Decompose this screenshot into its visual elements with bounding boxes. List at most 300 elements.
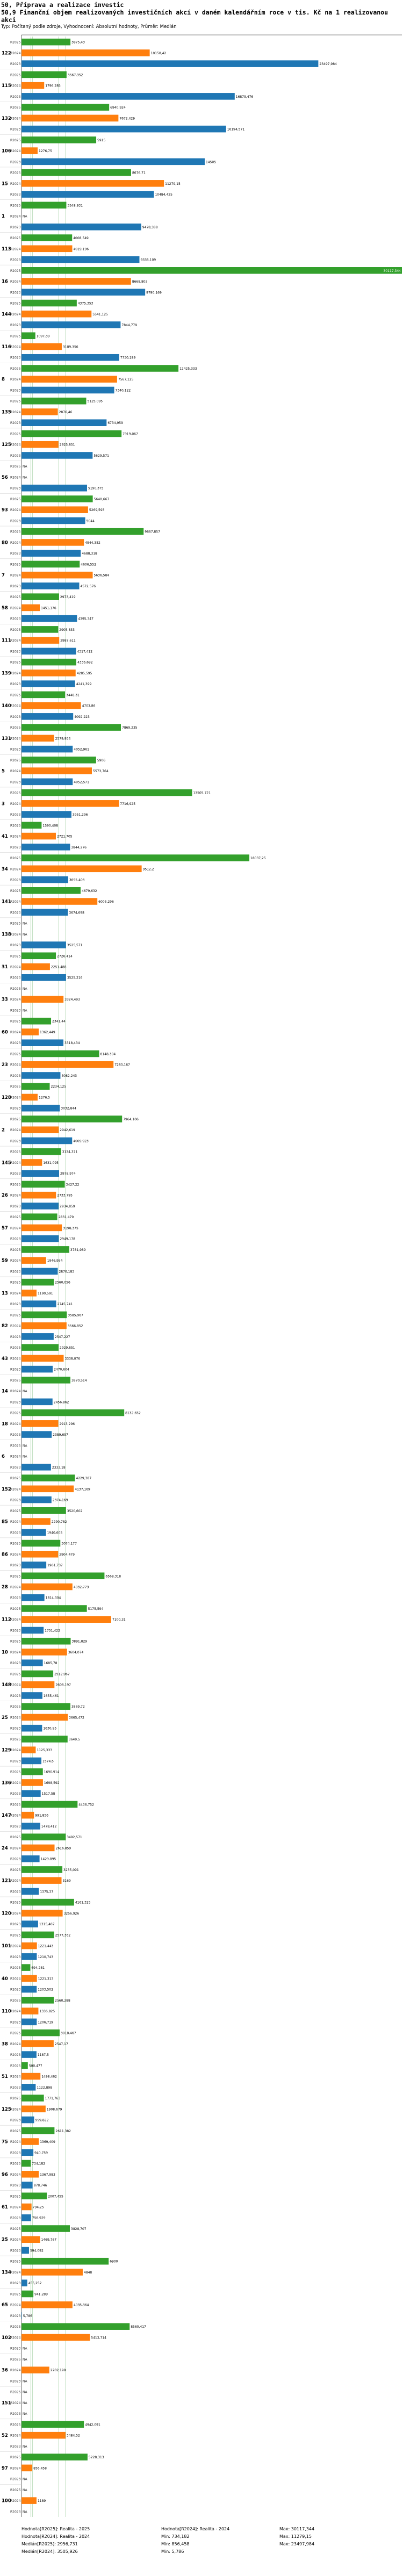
series-label: R2024 bbox=[10, 1977, 21, 1981]
bar-r2025 bbox=[21, 136, 96, 143]
chart-title-line-2: 50,9 Finanční objem realizovaných investičních akcí v daném kalendářním roce v tis. Kč na 1 realizovanou akci bbox=[1, 9, 392, 24]
bar-r2024 bbox=[21, 1355, 63, 1362]
series-label: R2025 bbox=[10, 1509, 21, 1513]
value-label: 6940,924 bbox=[110, 106, 126, 110]
bar-r2025 bbox=[21, 202, 66, 209]
series-label: R2024 bbox=[10, 2466, 21, 2471]
bar-r2023 bbox=[21, 550, 81, 557]
bar-r2025 bbox=[21, 1181, 65, 1188]
bar-r2023 bbox=[21, 1072, 60, 1079]
bar-r2024 bbox=[21, 1910, 63, 1917]
series-label: R2024 bbox=[10, 84, 21, 88]
legend-entry: Max: 23497,984 bbox=[279, 2542, 315, 2546]
group-label: 23 bbox=[2, 1062, 8, 1068]
bar-r2023 bbox=[21, 1692, 42, 1699]
bar-r2024 bbox=[21, 637, 59, 644]
bar-r2023 bbox=[21, 321, 120, 328]
value-label: 5915 bbox=[97, 138, 106, 142]
bar-r2024 bbox=[21, 2301, 73, 2308]
value-label: 4317,412 bbox=[77, 650, 93, 654]
bar-r2023 bbox=[21, 1855, 40, 1862]
value-label: 2234,125 bbox=[51, 1085, 67, 1089]
group-label: 101 bbox=[2, 1944, 11, 1949]
value-label: 4942,091 bbox=[85, 2423, 100, 2427]
value-label: 3198,375 bbox=[63, 1226, 78, 1231]
series-label: R2025 bbox=[10, 1444, 21, 1448]
bar-r2023 bbox=[21, 582, 79, 589]
series-label: R2024 bbox=[10, 2238, 21, 2242]
bar-r2025 bbox=[21, 887, 81, 894]
na-label: NA bbox=[23, 2510, 27, 2514]
value-label: 5190,375 bbox=[88, 486, 104, 491]
series-label: R2024 bbox=[10, 2499, 21, 2503]
bar-r2023 bbox=[21, 1431, 52, 1438]
series-label: R2024 bbox=[10, 2172, 21, 2177]
bar-r2024 bbox=[21, 2432, 66, 2439]
value-label: 2726,414 bbox=[57, 954, 73, 959]
value-label: 4375,353 bbox=[77, 301, 93, 306]
bar-r2025 bbox=[21, 1605, 87, 1612]
bar-r2025 bbox=[21, 561, 80, 568]
chart-title-line-1: 50, Příprava a realizace investic bbox=[1, 1, 124, 9]
series-label: R2024 bbox=[10, 378, 21, 382]
value-label: 3134,371 bbox=[62, 1150, 78, 1154]
value-label: 6900 bbox=[110, 2260, 118, 2264]
group-label: 141 bbox=[2, 899, 11, 905]
group-label: 75 bbox=[2, 2139, 8, 2145]
series-label: R2023 bbox=[10, 584, 21, 588]
group-label: 2 bbox=[2, 1127, 5, 1133]
value-label: 794,25 bbox=[32, 2205, 44, 2210]
value-label: 2608,197 bbox=[55, 1683, 71, 1687]
series-label: R2024 bbox=[10, 671, 21, 675]
value-label: 2456,862 bbox=[53, 1400, 69, 1405]
bar-r2025 bbox=[21, 1671, 53, 1678]
series-label: R2025 bbox=[10, 2031, 21, 2035]
value-label: 1336,825 bbox=[39, 2010, 55, 2014]
bar-r2023 bbox=[21, 191, 154, 198]
series-label: R2024 bbox=[10, 1520, 21, 1524]
series-label: R2023 bbox=[10, 2510, 21, 2514]
value-label: 3869,72 bbox=[71, 1705, 85, 1709]
series-label: R2025 bbox=[10, 138, 21, 142]
series-label: R2025 bbox=[10, 595, 21, 600]
series-label: R2023 bbox=[10, 813, 21, 817]
value-label: 3324,493 bbox=[64, 998, 80, 1002]
series-label: R2025 bbox=[10, 2064, 21, 2068]
series-label: R2025 bbox=[10, 1248, 21, 1252]
series-label: R2023 bbox=[10, 1857, 21, 1861]
na-label: NA bbox=[23, 2347, 27, 2351]
bar-r2023 bbox=[21, 1399, 53, 1406]
bar-r2025 bbox=[21, 1377, 70, 1384]
series-label: R2024 bbox=[10, 1030, 21, 1034]
value-label: 5228,313 bbox=[88, 2456, 104, 2460]
series-label: R2023 bbox=[10, 486, 21, 491]
bar-r2023 bbox=[21, 1823, 40, 1830]
bar-r2025 bbox=[21, 724, 121, 731]
group-label: 6 bbox=[2, 1454, 5, 1460]
value-label: 3665,472 bbox=[69, 1716, 84, 1720]
series-label: R2023 bbox=[10, 552, 21, 556]
value-label: 455,252 bbox=[28, 2282, 42, 2286]
bar-r2023 bbox=[21, 876, 68, 883]
series-label: R2024 bbox=[10, 1911, 21, 1916]
value-label: 1946,954 bbox=[47, 1259, 63, 1263]
bar-r2025 bbox=[21, 822, 41, 829]
value-label: 1187,5 bbox=[37, 2053, 49, 2057]
value-label: 4032,773 bbox=[73, 1585, 89, 1589]
value-label: 5906 bbox=[97, 758, 106, 762]
value-label: 9478,388 bbox=[142, 225, 158, 229]
legend-entry: Min: 856,458 bbox=[161, 2542, 190, 2546]
series-label: R2023 bbox=[10, 1106, 21, 1111]
series-label: R2024 bbox=[10, 2075, 21, 2079]
series-label: R2023 bbox=[10, 911, 21, 915]
series-label: R2023 bbox=[10, 1596, 21, 1600]
value-label: 2611,382 bbox=[55, 2129, 71, 2133]
na-label: NA bbox=[23, 214, 27, 219]
series-label: R2024 bbox=[10, 2010, 21, 2014]
value-label: 2579,934 bbox=[55, 737, 71, 741]
value-label: 2341,44 bbox=[52, 1019, 66, 1024]
bar-r2023 bbox=[21, 1920, 38, 1927]
series-label: R2025 bbox=[10, 366, 21, 371]
legend-entry: Min: 734,182 bbox=[161, 2534, 190, 2539]
bar-r2025 bbox=[21, 2258, 109, 2265]
value-label: 7100,31 bbox=[112, 1618, 126, 1622]
bar-r2023 bbox=[21, 2279, 27, 2286]
bar-r2024 bbox=[21, 1322, 67, 1329]
series-label: R2023 bbox=[10, 2085, 21, 2090]
bar-r2023 bbox=[21, 289, 145, 296]
series-label: R2023 bbox=[10, 291, 21, 295]
value-label: 3169 bbox=[62, 1879, 71, 1883]
value-label: 3875,43 bbox=[71, 40, 85, 45]
bar-r2025 bbox=[21, 300, 77, 307]
value-label: 2745,741 bbox=[57, 1303, 73, 1307]
value-label: 1498,462 bbox=[41, 2075, 57, 2079]
series-label: R2023 bbox=[10, 617, 21, 621]
value-label: 4688,318 bbox=[82, 552, 97, 556]
bar-r2025 bbox=[21, 398, 86, 405]
value-label: 5573,764 bbox=[93, 769, 109, 774]
bar-r2023 bbox=[21, 1790, 41, 1797]
value-label: 2949,178 bbox=[60, 1237, 75, 1241]
value-label: 594,092 bbox=[30, 2249, 44, 2253]
value-label: 3525,216 bbox=[67, 976, 83, 980]
value-label: 2721,705 bbox=[56, 834, 73, 839]
series-label: R2024 bbox=[10, 312, 21, 316]
group-label: 147 bbox=[2, 1813, 11, 1819]
group-label: 3 bbox=[2, 801, 5, 807]
series-label: R2023 bbox=[10, 1564, 21, 1568]
group-label: 28 bbox=[2, 1585, 8, 1590]
value-label: 1375,37 bbox=[40, 1890, 54, 1894]
bar-r2024 bbox=[21, 539, 84, 546]
series-label: R2025 bbox=[10, 1607, 21, 1611]
bar-r2024 bbox=[21, 1975, 37, 1982]
series-label: R2024 bbox=[10, 149, 21, 154]
series-label: R2025 bbox=[10, 40, 21, 45]
bar-r2025 bbox=[21, 1703, 70, 1710]
series-label: R2025 bbox=[10, 2227, 21, 2231]
series-label: R2024 bbox=[10, 117, 21, 121]
series-label: R2023 bbox=[10, 1074, 21, 1078]
group-label: 100 bbox=[2, 2498, 11, 2504]
series-label: R2023 bbox=[10, 2151, 21, 2155]
series-label: R2025 bbox=[10, 399, 21, 404]
value-label: 5269,593 bbox=[89, 508, 105, 513]
group-label: 122 bbox=[2, 51, 11, 56]
bar-r2023 bbox=[21, 517, 85, 524]
value-label: 1276,75 bbox=[39, 149, 52, 154]
value-label: 13505,721 bbox=[193, 791, 211, 795]
series-label: R2024 bbox=[10, 410, 21, 414]
bar-r2025 bbox=[21, 1507, 66, 1514]
value-label: 6148,304 bbox=[100, 1052, 116, 1056]
legend-entry: Max: 30117,344 bbox=[279, 2527, 315, 2531]
series-label: R2025 bbox=[10, 726, 21, 730]
group-label: 38 bbox=[2, 2041, 8, 2047]
legend-entry: Hodnota[R2025]: Realita - 2025 bbox=[21, 2527, 90, 2531]
group-label: 85 bbox=[2, 1519, 8, 1525]
bar-r2024 bbox=[21, 572, 93, 579]
value-label: 3256,926 bbox=[63, 1911, 80, 1916]
value-label: 7340,122 bbox=[115, 388, 131, 393]
series-label: R2024 bbox=[10, 1324, 21, 1328]
series-label: R2023 bbox=[10, 1139, 21, 1143]
series-label: R2024 bbox=[10, 247, 21, 251]
value-label: 1315,407 bbox=[39, 1923, 55, 1927]
value-label: 3318,434 bbox=[64, 1041, 80, 1046]
bar-r2025 bbox=[21, 1018, 51, 1025]
bar-r2025 bbox=[21, 1899, 74, 1906]
group-label: 10 bbox=[2, 1650, 8, 1656]
value-label: 4848 bbox=[83, 2270, 92, 2275]
group-label: 116 bbox=[2, 344, 11, 350]
value-label: 1771,763 bbox=[45, 2097, 61, 2101]
series-label: R2023 bbox=[10, 258, 21, 262]
group-label: 18 bbox=[2, 1421, 8, 1427]
series-label: R2023 bbox=[10, 747, 21, 752]
value-label: 2876,46 bbox=[59, 410, 73, 414]
value-label: 1125,333 bbox=[37, 1748, 53, 1753]
value-label: 3525,571 bbox=[67, 944, 83, 948]
bar-r2024 bbox=[21, 1877, 61, 1884]
group-label: 60 bbox=[2, 1030, 8, 1035]
value-label: 2870,183 bbox=[59, 1270, 75, 1274]
group-label: 43 bbox=[2, 1356, 8, 1362]
value-label: 1631,095 bbox=[43, 1161, 59, 1165]
series-label: R2023 bbox=[10, 1204, 21, 1208]
value-label: 2547,227 bbox=[54, 1335, 70, 1339]
value-label: 2290,782 bbox=[51, 1520, 67, 1524]
bar-r2025 bbox=[21, 789, 192, 796]
value-label: 2925,851 bbox=[59, 443, 75, 447]
value-label: 3695,403 bbox=[69, 878, 85, 882]
bar-r2024 bbox=[21, 2040, 54, 2047]
series-label: R2024 bbox=[10, 573, 21, 578]
bar-r2025 bbox=[21, 2192, 47, 2199]
group-label: 152 bbox=[2, 1486, 11, 1492]
series-label: R2024 bbox=[10, 51, 21, 55]
series-label: R2025 bbox=[10, 1378, 21, 1383]
bar-r2024 bbox=[21, 115, 118, 122]
series-label: R2025 bbox=[10, 2162, 21, 2166]
bar-r2025 bbox=[21, 495, 93, 502]
series-label: R2023 bbox=[10, 1792, 21, 1796]
group-label: 151 bbox=[2, 2400, 11, 2406]
bar-r2023 bbox=[21, 1170, 59, 1177]
bar-r2025 bbox=[21, 1246, 69, 1253]
bar-r2023 bbox=[21, 615, 77, 622]
value-label: 1796,285 bbox=[45, 84, 61, 88]
bar-r2023 bbox=[21, 1464, 51, 1471]
value-label: 1814,304 bbox=[45, 1596, 61, 1600]
value-label: 3649,5 bbox=[68, 1737, 80, 1742]
bar-r2025 bbox=[21, 952, 56, 959]
series-label: R2023 bbox=[10, 225, 21, 229]
series-label: R2025 bbox=[10, 1836, 21, 1840]
value-label: 2202,199 bbox=[50, 2369, 66, 2373]
value-label: 4241,399 bbox=[76, 682, 92, 687]
group-label: 121 bbox=[2, 1878, 11, 1884]
series-label: R2025 bbox=[10, 1737, 21, 1742]
value-label: 10484,425 bbox=[155, 193, 172, 197]
bar-r2025 bbox=[21, 757, 96, 764]
value-label: 2577,362 bbox=[55, 1933, 71, 1938]
bar-r2025 bbox=[21, 1148, 61, 1155]
series-label: R2024 bbox=[10, 2434, 21, 2438]
group-label: 106 bbox=[2, 148, 11, 154]
value-label: 3018,467 bbox=[60, 2031, 76, 2035]
value-label: 1478,412 bbox=[41, 1824, 57, 1829]
value-label: 1369,409 bbox=[40, 2140, 55, 2145]
series-label: R2023 bbox=[10, 160, 21, 164]
series-label: R2024 bbox=[10, 2042, 21, 2046]
bar-r2023 bbox=[21, 1953, 37, 1960]
value-label: 2251,488 bbox=[51, 965, 67, 969]
series-label: R2024 bbox=[10, 998, 21, 1002]
bar-r2024 bbox=[21, 2366, 49, 2373]
value-label: 4944,352 bbox=[85, 541, 100, 545]
group-label: 125 bbox=[2, 2106, 11, 2112]
group-label: 1 bbox=[2, 214, 5, 220]
value-label: 2470,604 bbox=[54, 1368, 69, 1372]
bar-r2024 bbox=[21, 506, 88, 513]
series-label: R2025 bbox=[10, 889, 21, 893]
bar-r2024 bbox=[21, 1159, 42, 1166]
value-label: 4092,223 bbox=[74, 715, 90, 719]
series-label: R2023 bbox=[10, 1988, 21, 1992]
bar-r2023 bbox=[21, 1138, 72, 1145]
series-label: R2024 bbox=[10, 867, 21, 872]
series-label: R2024 bbox=[10, 932, 21, 937]
series-label: R2023 bbox=[10, 193, 21, 197]
series-label: R2024 bbox=[10, 1455, 21, 1459]
series-label: R2023 bbox=[10, 2282, 21, 2286]
bar-r2025 bbox=[21, 1866, 62, 1873]
bar-r2025 bbox=[21, 2291, 33, 2298]
na-label: NA bbox=[23, 465, 27, 469]
series-label: R2023 bbox=[10, 845, 21, 850]
value-label: 12425,333 bbox=[179, 366, 197, 371]
value-label: 8676,71 bbox=[132, 171, 146, 175]
bar-r2024 bbox=[21, 2106, 46, 2113]
series-label: R2024 bbox=[10, 280, 21, 284]
series-label: R2024 bbox=[10, 1879, 21, 1883]
value-label: 4009,923 bbox=[73, 1139, 89, 1143]
series-label: R2025 bbox=[10, 1150, 21, 1154]
value-label: 1469,767 bbox=[41, 2238, 57, 2242]
bar-r2024 bbox=[21, 1681, 54, 1688]
series-label: R2025 bbox=[10, 1183, 21, 1187]
value-label: 16879,476 bbox=[235, 95, 254, 99]
bar-r2024 bbox=[21, 1094, 38, 1101]
value-label: 7844,779 bbox=[121, 323, 138, 328]
group-label: 25 bbox=[2, 1715, 8, 1721]
na-label: NA bbox=[23, 2444, 27, 2449]
bar-r2023 bbox=[21, 811, 71, 818]
bar-r2023 bbox=[21, 1203, 59, 1210]
series-label: R2025 bbox=[10, 791, 21, 795]
bar-r2024 bbox=[21, 1812, 34, 1819]
value-label: 2733,795 bbox=[57, 1193, 73, 1198]
series-label: R2025 bbox=[10, 530, 21, 534]
bar-r2024 bbox=[21, 2073, 40, 2080]
bar-r2025 bbox=[21, 593, 59, 600]
value-label: 1751,422 bbox=[45, 1629, 60, 1633]
bar-r2025 bbox=[21, 2453, 88, 2460]
bar-r2023 bbox=[21, 713, 73, 720]
value-label: 1517,58 bbox=[41, 1792, 55, 1796]
value-label: 1574,5 bbox=[42, 1759, 54, 1764]
series-label: R2023 bbox=[10, 1465, 21, 1470]
series-label: R2025 bbox=[10, 2423, 21, 2427]
bar-r2024 bbox=[21, 82, 44, 89]
bar-r2023 bbox=[21, 648, 76, 655]
value-label: 2560,288 bbox=[55, 1998, 70, 2003]
bar-r2025 bbox=[21, 2095, 44, 2102]
series-label: R2023 bbox=[10, 2249, 21, 2253]
bar-r2025 bbox=[21, 1540, 60, 1547]
group-label: 110 bbox=[2, 2009, 11, 2014]
series-label: R2024 bbox=[10, 2336, 21, 2340]
bar-r2024 bbox=[21, 963, 50, 970]
bar-r2025 bbox=[21, 1638, 70, 1645]
series-label: R2023 bbox=[10, 682, 21, 687]
series-label: R2024 bbox=[10, 1096, 21, 1100]
bar-r2024 bbox=[21, 2171, 39, 2178]
bar-r2025 bbox=[21, 2160, 31, 2167]
bar-r2024 bbox=[21, 1779, 43, 1786]
value-label: 1189 bbox=[37, 2499, 46, 2503]
value-label: 23497,984 bbox=[319, 62, 337, 67]
series-label: R2024 bbox=[10, 1161, 21, 1165]
bar-r2023 bbox=[21, 419, 106, 426]
bar-r2023 bbox=[21, 60, 318, 67]
group-label: 144 bbox=[2, 312, 11, 318]
value-label: 8132,652 bbox=[125, 1411, 141, 1415]
value-label: 5636,584 bbox=[93, 573, 110, 578]
bar-r2025 bbox=[21, 626, 58, 633]
series-label: R2023 bbox=[10, 2444, 21, 2449]
series-label: R2023 bbox=[10, 1237, 21, 1241]
series-label: R2023 bbox=[10, 976, 21, 980]
value-label: 5125,095 bbox=[87, 399, 103, 404]
value-label: 9336,109 bbox=[140, 258, 156, 262]
